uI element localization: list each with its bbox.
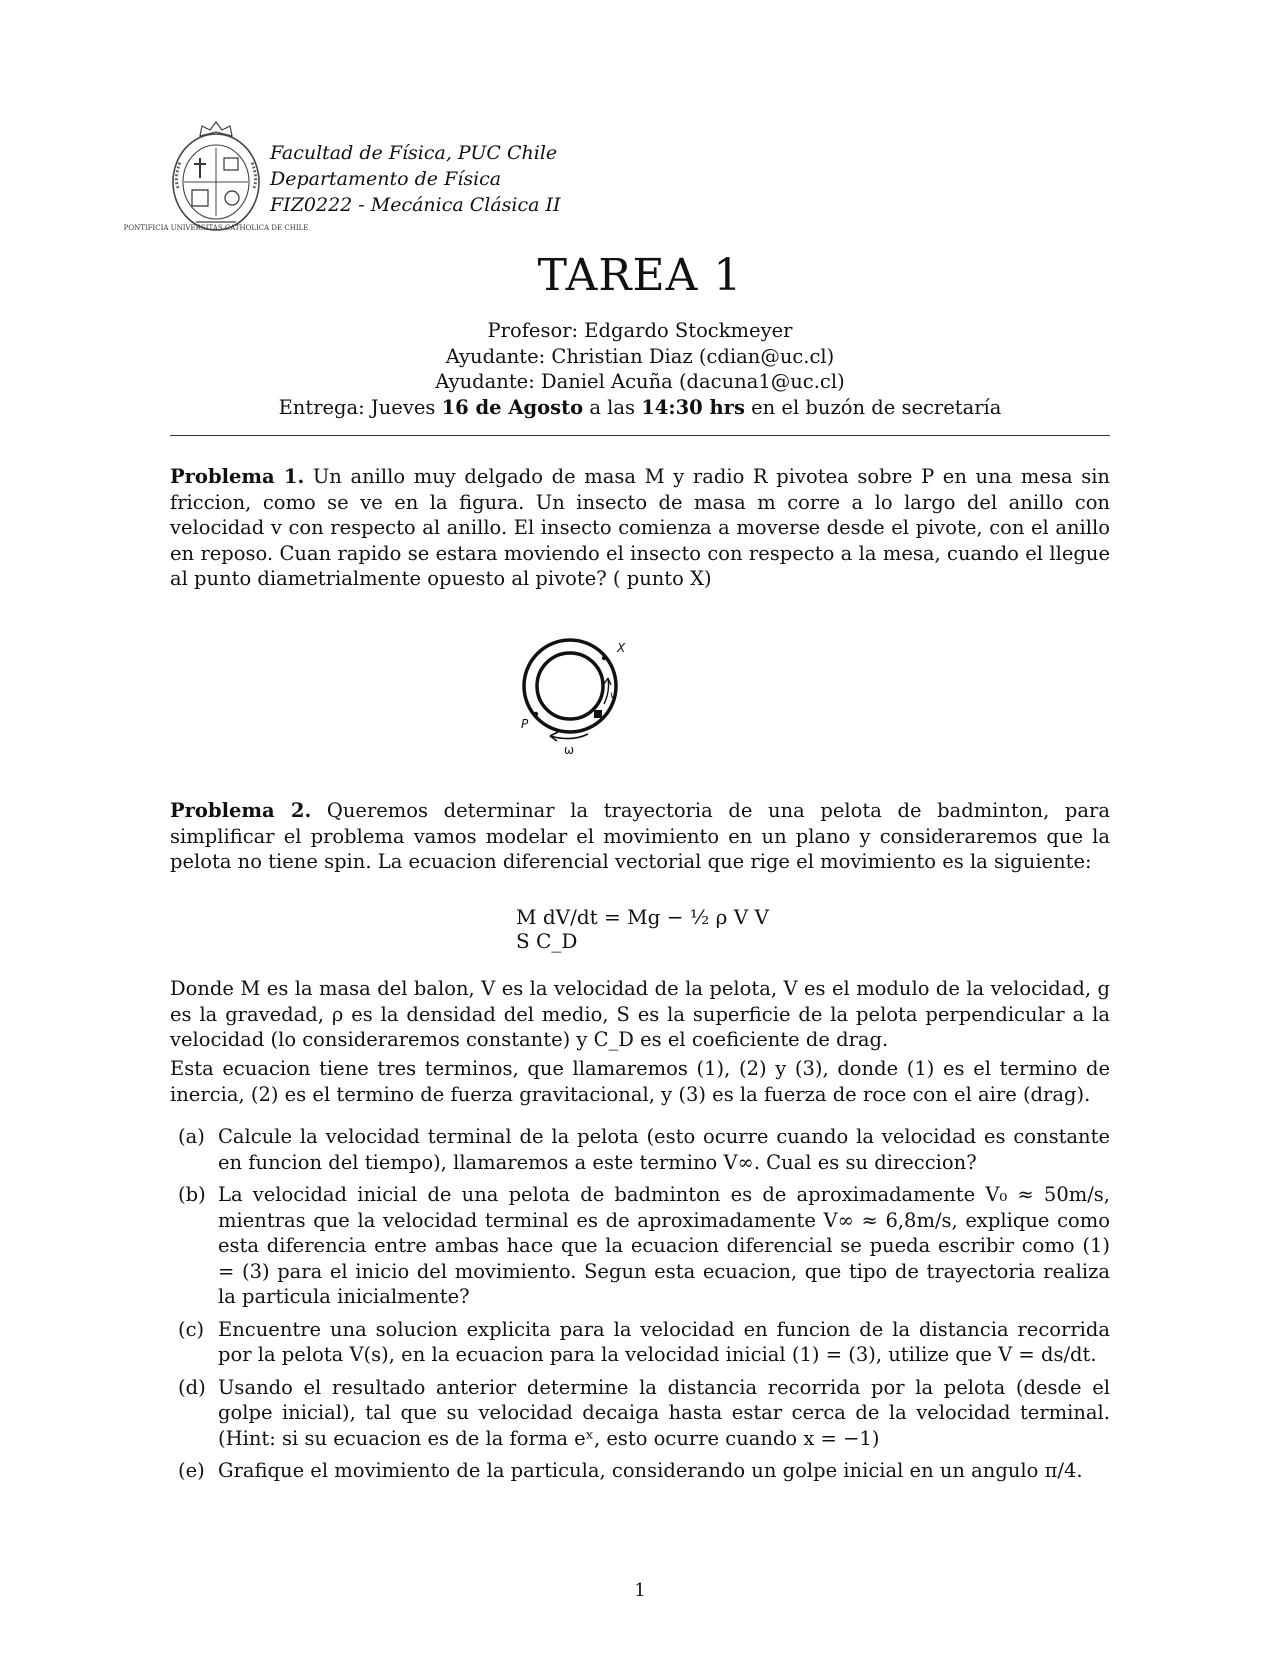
label-v: v [610,690,616,701]
problem-item-text: Calcule la velocidad terminal de la pelota (esto ocurre cuando la velocidad es constante en funcion del tiempo), llamaremos a este termino V∞. Cual es su direccion? [218,1125,1110,1174]
assistant-line-2: Ayudante: Daniel Acuña (dacuna1@uc.cl) [435,370,845,393]
seal-banner-text: PONTIFICIA UNIVERSITAS CATHOLICA DE CHILE [123,224,309,232]
problem-2-label: Problema 2. [170,799,312,822]
page-number: 1 [634,1580,646,1601]
label-p: P [521,717,529,731]
problem-item [170,1375,1110,1452]
due-date-line [0,395,1280,421]
assistant-line-1: Ayudante: Christian Diaz (cdian@uc.cl) [445,344,835,368]
problem-item-text: La velocidad inicial de una pelota de badminton es de aproximadamente V₀ ≈ 50m/s, mientras que la velocidad terminal es de aproximadamente V∞ ≈ 6,8m/s, explique como esta diferencia entre ambas hace que la ecuacion diferencial se pueda escribir como (1) = (3) para el inicio del movimiento. Segun esta ecuacion, que tipo de trayectoria realiza la particula inicialmente? [218,1183,1110,1308]
problem-1 [170,464,1110,592]
due-prefix: Entrega: Jueves [278,395,442,419]
header-divider [170,435,1110,436]
due-suffix: en el buzón de secretaría [744,395,1002,419]
motion-equation [0,905,1280,965]
department-line: Departamento de Física [270,168,502,190]
label-omega: ω [564,743,575,757]
point-x-marker [602,656,606,660]
problem-item-text: Grafique el movimiento de la particula, considerando un golpe inicial en un angulo π/4. [218,1459,1083,1482]
faculty-line: Facultad de Física, PUC Chile [270,142,558,164]
due-date: 16 de Agosto [441,395,584,419]
ring-figure [518,630,638,760]
insect-marker [594,710,602,718]
course-line: FIZ0222 - Mecánica Clásica II [270,194,561,216]
problem-item-label: (e) [178,1459,205,1482]
label-x: X [617,641,626,655]
problem-item-label: (d) [178,1375,206,1399]
equation-text: M dV/dt = Mg − ½ ρ V V S C_D [516,905,769,953]
due-time: 14:30 hrs [641,395,745,419]
problem-item [170,1124,1110,1175]
problem-item-text: Encuentre una solucion explicita para la velocidad en funcion de la distancia recorrida por la pelota V(s), en la ecuacion para la velocidad inicial (1) = (3), utilize que V = ds/dt. [218,1317,1110,1366]
problem-1-label: Problema 1. [170,465,305,488]
staff-block [0,318,1280,420]
due-mid: a las [583,395,642,419]
problem-2-terms: Esta ecuacion tiene tres terminos, que llamaremos (1), (2) y (3), donde (1) es el termino de inercia, (2) es el termino de fuerza gravitacional, y (3) es la fuerza de roce con el aire (drag). [170,1057,1110,1106]
problem-item [170,1458,1110,1484]
document-title: TAREA 1 [537,250,743,301]
problem-2-items [170,1124,1110,1491]
problem-2-definitions: Donde M es la masa del balon, V es la velocidad de la pelota, V es el modulo de la velocidad, g es la gravedad, ρ es la densidad del medio, S es la superficie de la pelota perpendicular a la velocidad (lo consideraremos constante) y C_D es el coeficiente de drag. [170,977,1110,1051]
problem-1-text: Un anillo muy delgado de masa M y radio R pivotea sobre P en una mesa sin friccion, como se ve en la figura. Un insecto de masa m corre a lo largo del anillo con velocidad v con respecto al anillo. El insecto comienza a moverse desde el pivote, con el anillo en reposo. Cuan rapido se estara moviendo el insecto con respecto a la mesa, cuando el llegue al punto diametrialmente opuesto al pivote? ( punto X) [170,465,1110,590]
problem-item-text: Usando el resultado anterior determine la distancia recorrida por la pelota (desde el golpe inicial), tal que su velocidad decaiga hasta estar cerca de la velocidad terminal. (Hint: si su ecuacion es de la forma eˣ, esto ocurre cuando x = −1) [218,1375,1110,1450]
institution-block [270,140,561,218]
problem-item [170,1317,1110,1368]
problem-item-label: (c) [178,1317,205,1341]
problem-2-intro [170,798,1110,875]
problem-item [170,1182,1110,1310]
pivot-marker [534,712,538,716]
professor-line: Profesor: Edgardo Stockmeyer [487,319,793,342]
university-seal-logo [123,118,309,234]
problem-item-label: (a) [178,1125,205,1148]
problem-item-label: (b) [178,1183,206,1206]
problem-2-intro-text: Queremos determinar la trayectoria de una pelota de badminton, para simplificar el problema vamos modelar el movimiento en un plano y consideraremos que la pelota no tiene spin. La ecuacion diferencial vectorial que rige el movimiento es la siguiente: [170,799,1110,873]
